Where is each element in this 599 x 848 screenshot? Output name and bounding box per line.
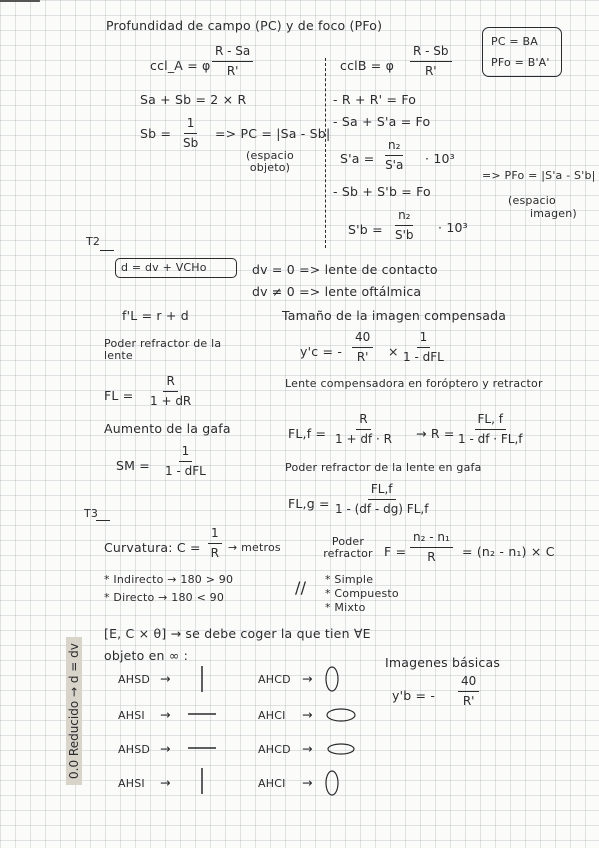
type-mixto: * Mixto	[325, 601, 366, 614]
row1-left: AHSD	[118, 673, 151, 686]
eq-sb-fo: - Sb + S'b = Fo	[333, 184, 431, 199]
row2-arrow-left: →	[160, 707, 171, 722]
eq-spb-rhs: · 10³	[438, 220, 468, 235]
row2-left: AHSI	[118, 709, 145, 722]
eq-fl: f'L = r + d	[122, 308, 189, 323]
eq-FLf-num2: FL, f	[475, 412, 506, 430]
eq-r-fo: - R + R' = Fo	[333, 92, 417, 107]
row4-arrow-right: →	[302, 775, 313, 790]
eq-pfo: => PFo = |S'a - S'b|	[482, 169, 596, 182]
eq-spa-rhs: · 10³	[425, 151, 455, 166]
eq-spa-frac	[385, 138, 403, 173]
eq-SM-num: 1	[179, 444, 193, 462]
dv-nonzero: dv ≠ 0 => lente oftálmica	[252, 284, 422, 299]
dv-zero: dv = 0 => lente de contacto	[252, 262, 438, 277]
eq-spb-frac	[395, 208, 414, 243]
row4-left: AHSI	[118, 777, 145, 790]
eq-ccla-lhs: ccl_A = φ	[150, 58, 211, 73]
eq-yc-frac1	[352, 330, 373, 365]
F-den: R	[427, 550, 436, 564]
section-title: Profundidad de campo (PC) y de foco (PFo)	[106, 18, 383, 33]
poder-gafa-label: Poder refractor de la lente en gafa	[285, 461, 482, 474]
eq-spb-num: n₂	[395, 208, 413, 226]
eq-SM-frac	[165, 444, 206, 479]
vertical-line-icon-2	[196, 766, 208, 796]
row1-right: AHCD	[258, 673, 291, 686]
eq-spb-lhs: S'b =	[348, 222, 383, 237]
row2-right: AHCI	[258, 709, 286, 722]
eq-yc-lhs: y'c = -	[300, 344, 343, 359]
vertical-line-icon	[196, 664, 208, 694]
eq-yc-frac2	[403, 330, 444, 365]
eq-yc-x: ×	[388, 344, 399, 359]
horizontal-ellipse-icon-2	[324, 740, 358, 758]
row3-arrow-right: →	[302, 741, 313, 756]
eq-FLf-lhs: FL,f =	[288, 426, 327, 441]
eq-ccla-num: R - Sa	[212, 44, 253, 62]
horizontal-line-icon	[186, 708, 218, 720]
box-line-1: PC = BA	[491, 35, 538, 48]
poder-refractor-label: Poder refractor	[323, 535, 373, 561]
F-lhs: F =	[384, 544, 407, 559]
eq-FL-den: 1 + dR	[150, 394, 192, 408]
row2-arrow-right: →	[302, 707, 313, 722]
pc-pfo-box	[482, 27, 562, 77]
vertical-ellipse-icon-2	[322, 768, 342, 798]
eq-FLf-den: 1 + df · R	[335, 432, 392, 446]
eq-FLf-frac	[335, 412, 392, 447]
eq-cclb-frac	[410, 44, 452, 79]
row3-left: AHSD	[118, 743, 151, 756]
horizontal-line-icon-2	[186, 742, 218, 754]
aumento-label: Aumento de la gafa	[104, 421, 231, 436]
column-separator	[325, 58, 326, 248]
eq-sa-sb: Sa + Sb = 2 × R	[140, 92, 247, 107]
eq-FL-frac	[150, 374, 191, 409]
eq-cclb-num: R - Sb	[410, 44, 452, 62]
F-num: n₂ - n₁	[410, 530, 453, 548]
t2-rule	[100, 250, 114, 251]
indirecto: * Indirecto → 180 > 90	[104, 573, 234, 586]
double-bar: //	[295, 578, 307, 597]
eq-spa-num: n₂	[385, 138, 403, 156]
eq-ccla-den: R'	[226, 64, 239, 78]
row4-right: AHCI	[258, 777, 286, 790]
eq-FLg-frac	[335, 482, 428, 517]
eq-yb-lhs: y'b = -	[392, 688, 436, 703]
row4-arrow-left: →	[160, 775, 171, 790]
eq-ccla-frac	[212, 44, 253, 79]
imagenes-basicas: Imagenes básicas	[385, 655, 501, 670]
eq-yb-frac	[458, 674, 479, 709]
directo: * Directo → 180 < 90	[104, 591, 225, 604]
eq-SM-den: 1 - dFL	[165, 464, 206, 478]
eq-yc-den2: 1 - dFL	[403, 350, 444, 364]
poder-lente-label: Poder refractor de la lente	[104, 337, 222, 363]
curvatura-num: 1	[208, 526, 222, 544]
eq-spa-lhs: S'a =	[340, 151, 375, 166]
eq-yc-den1: R'	[356, 350, 369, 364]
pfo-note-2: imagen)	[530, 207, 577, 220]
type-simple: * Simple	[325, 573, 374, 586]
rule-line: [E, C × θ] → se debe coger la que tien ∀E	[104, 626, 371, 641]
row1-arrow-right: →	[302, 671, 313, 686]
lente-compensadora: Lente compensadora en foróptero y retractor	[285, 377, 543, 390]
curvatura-lhs: Curvatura: C =	[104, 540, 201, 555]
row3-right: AHCD	[258, 743, 291, 756]
type-compuesto: * Compuesto	[325, 587, 399, 600]
d-formula: d = dv + VCHo	[121, 261, 207, 274]
eq-FLf-den2: 1 - df · FL,f	[458, 432, 523, 446]
eq-sb-num: 1	[184, 116, 198, 134]
row1-arrow-left: →	[160, 671, 171, 686]
F-frac	[410, 530, 453, 565]
eq-FLf-num: R	[356, 412, 370, 430]
eq-FLg-lhs: FL,g =	[288, 496, 330, 511]
eq-sb-frac	[183, 116, 198, 151]
eq-cclb-den: R'	[424, 64, 437, 78]
curvatura-frac	[208, 526, 222, 561]
curvatura-rhs: → metros	[228, 541, 281, 554]
eq-spb-den: S'b	[395, 228, 414, 242]
eq-FLf-mid: → R =	[416, 426, 455, 441]
vertical-ellipse-icon	[322, 664, 342, 694]
margin-note: 0.0 Reducido → d = dv	[66, 637, 82, 785]
eq-FLg-num: FL,f	[368, 482, 396, 500]
eq-sb-den: Sb	[183, 136, 199, 150]
horizontal-ellipse-icon	[324, 706, 358, 724]
d-formula-box	[115, 258, 237, 278]
eq-yc-num2: 1	[417, 330, 431, 348]
eq-pc: => PC = |Sa - Sb|	[215, 126, 331, 141]
eq-FL-lhs: FL =	[104, 388, 134, 403]
curvatura-den: R	[210, 546, 219, 560]
section-label-t3: T3	[84, 507, 99, 520]
eq-FL-num: R	[163, 374, 177, 392]
eq-sb-lhs: Sb =	[140, 126, 172, 141]
tamano-title: Tamaño de la imagen compensada	[282, 308, 507, 323]
page-corner-mark	[0, 0, 40, 10]
eq-yc-num1: 40	[352, 330, 373, 348]
eq-sa-fo: - Sa + S'a = Fo	[333, 114, 431, 129]
pc-note: (espacio objeto)	[246, 149, 294, 175]
objeto-infinito: objeto en ∞ :	[104, 648, 189, 663]
eq-spa-den: S'a	[385, 158, 404, 172]
eq-FLg-den: 1 - (df - dg) FL,f	[335, 502, 429, 516]
eq-cclb-lhs: cclB = φ	[340, 58, 395, 73]
F-rhs: = (n₂ - n₁) × C	[462, 544, 555, 559]
eq-yb-num: 40	[458, 674, 479, 692]
pfo-note-1: (espacio	[508, 194, 556, 207]
eq-SM-lhs: SM =	[116, 458, 150, 473]
eq-FLf-frac2	[458, 412, 523, 447]
section-label-t2: T2	[86, 235, 101, 248]
box-line-2: PFo = B'A'	[491, 56, 550, 69]
row3-arrow-left: →	[160, 741, 171, 756]
t3-rule	[96, 520, 110, 521]
eq-yb-den: R'	[462, 694, 475, 708]
